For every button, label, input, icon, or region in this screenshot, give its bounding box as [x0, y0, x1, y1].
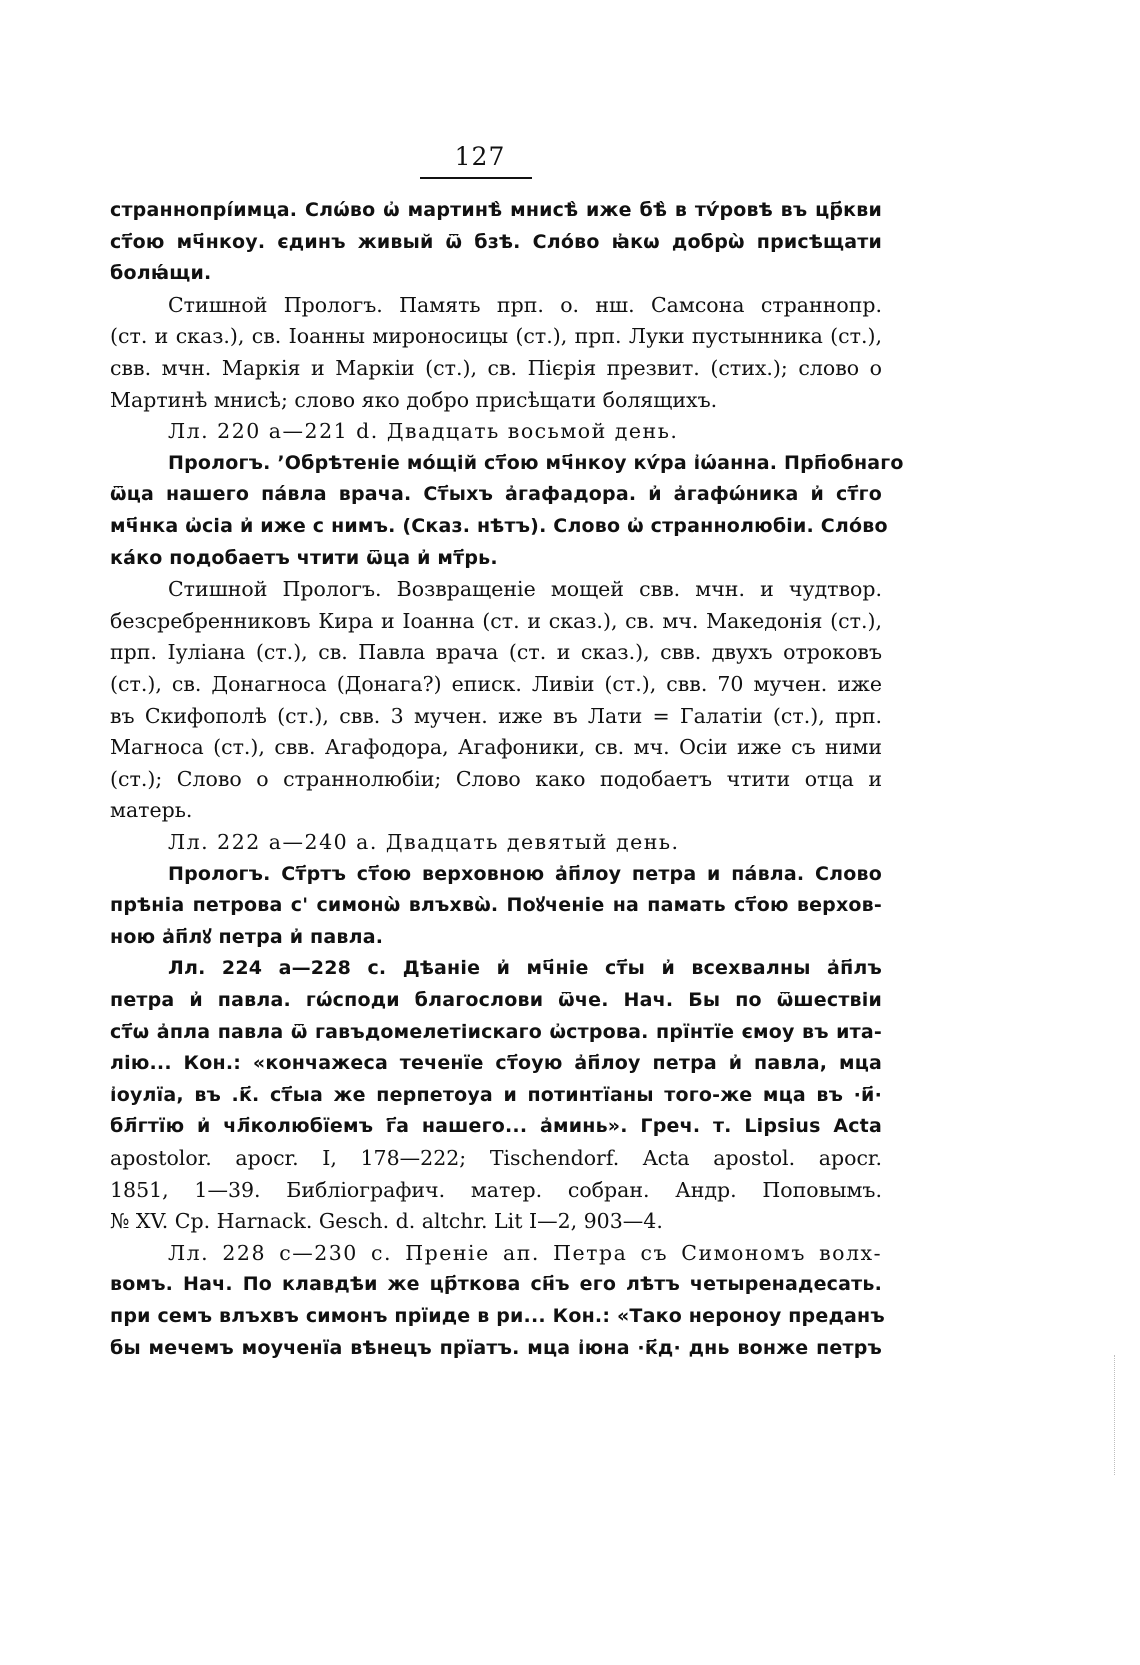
text-line: Прологъ. Ст҃ртъ ст҃ою верховною а҆п҃лоу петра и па́вла. Слово [168, 863, 882, 885]
text-line: ка́ко подобаетъ чтити ѿца и҆ мт҃рь. [110, 547, 498, 569]
text-line: Стишной Прологъ. Возвращеніе мощей свв. мчн. и чудтвор. [168, 577, 882, 601]
page-number: 127 [454, 142, 506, 171]
text-line: Лл. 222 а—240 а. Двадцать девятый день. [168, 830, 680, 854]
text-line: ст҃ою мч҃нкоу. єдинъ живый ѿ бзѣ. Сло́во ꙗ҆кѡ добрѡ̀ присѣщати [110, 231, 882, 253]
text-line: вомъ. Нач. По клавдѣи же цр҃ткова сн҃ъ его лѣтъ четыренадесать. [110, 1273, 882, 1295]
text-line: прѣніа петрова с' симонѡ̀ влъхвѡ̀. Поꙋченіе на памать ст҃ою верхов- [110, 894, 882, 916]
text-line: Лл. 228 с—230 с. Преніе ап. Петра съ Симономъ волх- [168, 1241, 882, 1265]
text-line: мч҃нка ѡ҆сіа и҆ иже с нимъ. (Сказ. нѣтъ). Слово ѡ҆ страннолюбіи. Сло́во [110, 515, 888, 537]
text-line: 1851, 1—39. Библіографич. матер. собран. Андр. Поповымъ. [110, 1178, 882, 1202]
text-line: Магноса (ст.), свв. Агафодора, Агафоники, св. мч. Осіи иже съ ними [110, 735, 882, 759]
text-line: при семъ влъхвъ симонъ прїиде в ри... Кон.: «Тако нероноу преданъ [110, 1305, 885, 1327]
text-line: Стишной Прологъ. Память прп. о. нш. Самсона страннопр. [168, 293, 882, 317]
text-line: свв. мчн. Маркія и Маркіи (ст.), св. Пієрія презвит. (стих.); слово о [110, 356, 882, 380]
text-line: (ст.), св. Донагноса (Донага?) еписк. Ливіи (ст.), свв. 70 мучен. иже [110, 672, 882, 696]
page-number-rule [420, 177, 532, 179]
margin-mark [1114, 1355, 1116, 1475]
text-line: петра и҆ павла. гѡ́споди благослови ѿче. Нач. Бы по ѿшествіи [110, 989, 882, 1011]
text-line: Лл. 224 а—228 с. Дѣаніе и҆ мч҃ніе ст҃ы и҆ всехвалны а҆п҃лъ [168, 957, 882, 979]
text-line: матерь. [110, 798, 193, 822]
text-line: і҆оулїа, въ .к҃. ст҃ыа же перпетоуа и потинтїаны того-же мца въ ·и҃· [110, 1084, 882, 1106]
text-line: безсребренниковъ Кира и Іоанна (ст. и сказ.), св. мч. Македонія (ст.), [110, 609, 882, 633]
text-line: болꙗ́щи. [110, 262, 212, 284]
text-line: лію... Кон.: «кончажеса теченїе ст҃оую а҆п҃лоу петра и҆ павла, мца [110, 1052, 882, 1074]
text-line: ною а҆п҃лꙋ петра и҆ павла. [110, 926, 384, 948]
text-line: въ Скифополѣ (ст.), свв. 3 мучен. иже въ Лати = Галатіи (ст.), прп. [110, 704, 882, 728]
text-line: бы мечемъ моученїа вѣнецъ прїатъ. мца і҆юна ·к҃д· днь вонже петръ [110, 1337, 882, 1359]
text-line: (ст.); Слово о страннолюбіи; Слово како подобаетъ чтити отца и [110, 767, 882, 791]
text-line: (ст. и сказ.), св. Іоанны мироносицы (ст.), прп. Луки пустынника (ст.), [110, 324, 882, 348]
text-line: № XV. Ср. Harnack. Gesch. d. altchr. Lit I—2, 903—4. [110, 1209, 663, 1233]
text-line: Прологъ. ’Обрѣтеніе мо́щій ст҃ою мч҃нкоу кѵ́ра і҆ѡ́анна. Прп҃обнаго [168, 452, 904, 474]
text-line: бл҃гтїю и҆ чл҃колюбїемъ г҃а нашего... а҆минь». Греч. т. Lipsius Acta [110, 1115, 882, 1137]
text-line: прп. Іуліана (ст.), св. Павла врача (ст. и сказ.), свв. двухъ отроковъ [110, 640, 882, 664]
text-line: страннопрі́имца. Слѡ́во ѡ҆ мартинѣ̀ мнисѣ̀ иже бѣ̀ в тѵ́ровѣ въ цр҃кви [110, 199, 882, 221]
text-line: Мартинѣ мнисѣ; слово яко добро присѣщати болящихъ. [110, 388, 718, 412]
text-line: Лл. 220 а—221 d. Двадцать восьмой день. [168, 419, 679, 443]
text-line: apostolor. apocr. I, 178—222; Tischendorf. Acta apostol. apocr. [110, 1146, 882, 1170]
text-line: ст҃ѡ а҆пла павла ѿ гавъдомелетіискаго ѡ҆строва. прїнтїе ємоу въ ита- [110, 1021, 882, 1043]
text-line: ѿца нашего па́вла врача. Ст҃ыхъ а҆гафадора. и҆ а҆гафѡ́ника и҆ ст҃го [110, 483, 882, 505]
